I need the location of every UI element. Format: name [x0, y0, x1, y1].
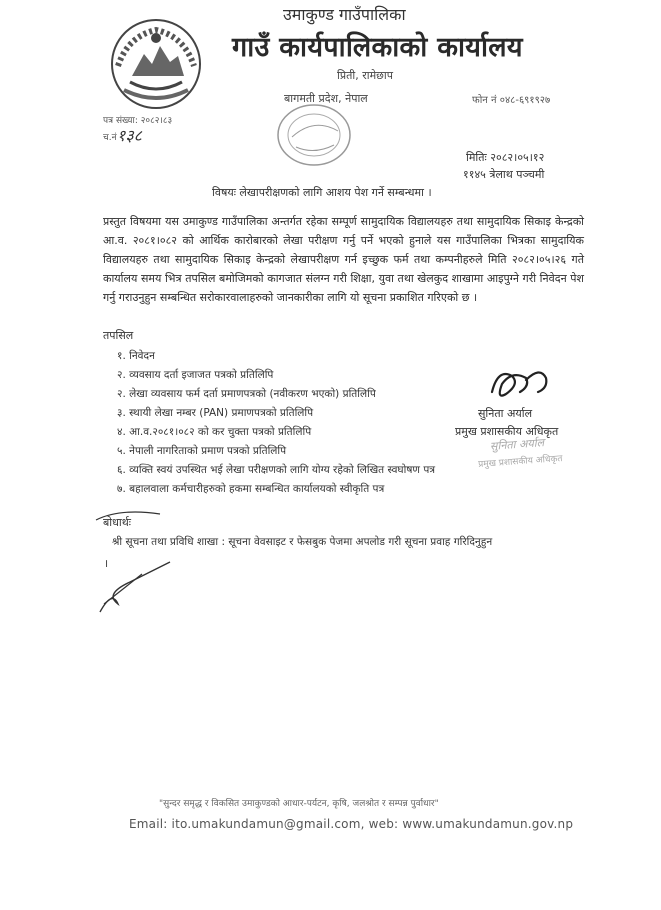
chalani-label: च.नं: [103, 133, 117, 143]
letter-subject: विषयः लेखापरीक्षणको लागि आशय पेश गर्ने सम्बन्धमा ।: [212, 186, 432, 199]
office-name: गाउँ कार्यपालिकाको कार्यालय: [232, 32, 523, 63]
tapasil-item: ४. आ.व.२०८१।०८२ को कर चुक्ता पत्रको प्रतिलिपि: [117, 426, 312, 438]
letter-body: प्रस्तुत विषयमा यस उमाकुण्ड गाउँपालिका अन्तर्गत रहेका सम्पूर्ण सामुदायिक विद्यालयहरु तथा सामुदायिक सिकाइ केन्द्रको आ.व. २०८१।०८२ को आर्थिक कारोबारको लेखा परीक्षण गर्नु पर्ने भएको हुनाले यस गाउँपालिका भित्रका सामुदायिक विद्यालयहरु तथा सामुदायिक सिकाइ केन्द्रको लेखापरीक्षण गर्न इच्छुक फर्म तथा कम्पनीहरुले मिति २०८२।०५।२६ गते कार्यालय समय भित्र तपसिल बमोजिमको कागजात संलग्न गरी शिक्षा, युवा तथा खेलकुद शाखामा आइपुग्ने गरी निवेदन पेश गर्नु गराउनुहुन सम्बन्धित सरोकारवालाहरुको जानकारीका लागि यो सूचना प्रकाशित गरिएको छ ।: [103, 215, 584, 304]
office-seal-stamp: [262, 97, 372, 177]
signatory-title: प्रमुख प्रशासकीय अधिकृत: [455, 425, 559, 438]
chalani-number: १३८: [117, 126, 142, 145]
district-address: प्रिती, रामेछाप: [337, 69, 393, 82]
title-stamp: प्रमुख प्रशासकीय अधिकृत: [477, 454, 563, 470]
tapasil-item: २. व्यवसाय दर्ता इजाजत पत्रको प्रतिलिपि: [117, 369, 274, 381]
province-address: बागमती प्रदेश, नेपाल: [284, 92, 368, 105]
tapasil-item: ७. बहालवाला कर्मचारीहरुको हकमा सम्बन्धित कार्यालयको स्वीकृति पत्र: [117, 483, 385, 495]
phone-number: फोन नं ०४८-६९१९२७: [472, 95, 551, 106]
bodharth-line-end: ।: [104, 557, 109, 570]
tapasil-item: २. लेखा व्यवसाय फर्म दर्ता प्रमाणपत्रको (नवीकरण भएको) प्रतिलिपि: [117, 388, 376, 400]
reference-number: पत्र संख्या: २०८२।८३: [103, 116, 173, 126]
letter-date: मितिः २०८२।०५।१२: [466, 151, 545, 164]
letter-date-bs: ११४५ त्रेलाथ पञ्चमी: [463, 168, 545, 181]
name-stamp: सुनिता अर्याल: [489, 436, 545, 453]
tapasil-item: ६. व्यक्ति स्वयं उपस्थित भई लेखा परीक्षणको लागि योग्य रहेको लिखित स्वघोषण पत्र: [117, 464, 436, 476]
tapasil-item: ५. नेपाली नागरिताको प्रमाण पत्रको प्रतिलिपि: [117, 445, 287, 457]
rural-municipality-name: उमाकुण्ड गाउँपालिका: [283, 5, 406, 24]
footer-contact: Email: ito.umakundamun@gmail.com, web: www.umakundamun.gov.np: [129, 817, 574, 831]
tapasil-item: १. निवेदन: [117, 350, 155, 362]
bodharth-label: बोधार्थः: [103, 516, 131, 529]
nepal-emblem-logo: [108, 16, 204, 112]
tapasil-item: ३. स्थायी लेखा नम्बर (PAN) प्रमाणपत्रको प्रतिलिपि: [117, 407, 314, 419]
tapasil-heading: तपसिल: [103, 329, 134, 342]
footer-motto: "सुन्दर समृद्ध र विकसित उमाकुण्डको आधार-पर्यटन, कृषि, जलश्रोत र सम्पन्न पुर्वाधार": [159, 799, 439, 809]
signatory-name: सुनिता अर्याल: [478, 407, 533, 420]
bodharth-line: श्री सूचना तथा प्रविधि शाखा : सूचना वेवसाइट र फेसबुक पेजमा अपलोड गरी सूचना प्रवाह गरिदिनुहुन: [112, 536, 493, 548]
